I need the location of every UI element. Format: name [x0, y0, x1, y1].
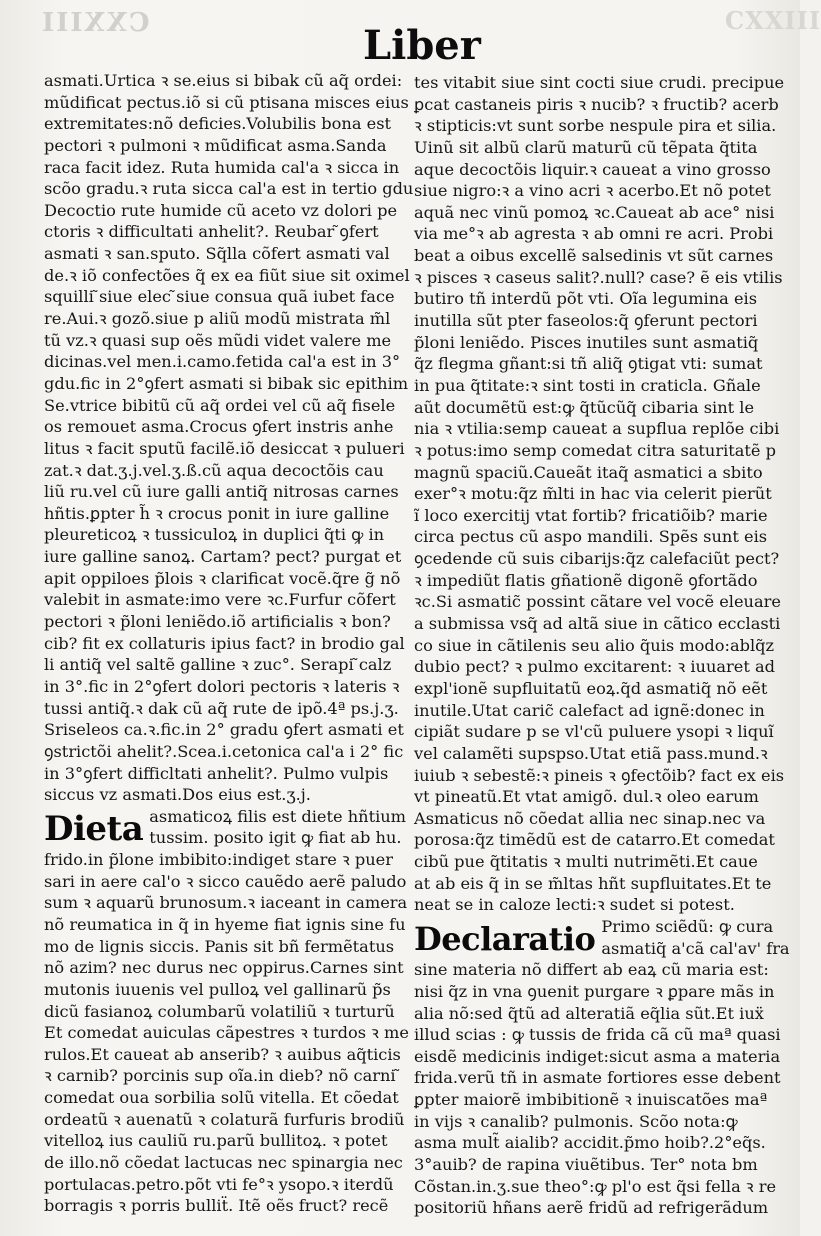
- text-line: ctoris ꝛ difficultati anhelit?. Reubar ̃ꝯfert: [44, 222, 379, 242]
- text-line: aũt documẽtũ est:ꝙ q̃tũcũq̃ cibaria sint le: [414, 397, 755, 417]
- dieta-heading-line: [44, 806, 406, 849]
- text-line: Et comedat auiculas cãpestres ꝛ turdos ꝛ me: [44, 1023, 409, 1043]
- running-title: Liber: [363, 22, 481, 69]
- text-line: pectori ꝛ p̃loni leniẽdo.iõ artificialis ꝛ bon?: [44, 612, 391, 632]
- text-line: tussi antiq̃.ꝛ dak cũ aq̃ rute de ipõ.4ª ps.j.ʒ.: [44, 698, 399, 718]
- text-line: cib? fit ex collaturis ipius fact? in brodio gal: [44, 633, 405, 653]
- declaratio-heading-rest-2: asmatiq̃ a'cã cal'av' fra: [601, 938, 790, 958]
- text-line: tũ vz.ꝛ quasi sup oẽs mũdi videt valere me: [44, 330, 392, 350]
- bleed-through-folio-right: CXXIII: [725, 6, 821, 35]
- text-line: sari in aere cal'o ꝛ sicco cauẽdo aerẽ paludo: [44, 871, 407, 891]
- text-line: siue nigro:ꝛ a vino acri ꝛ acerbo.Et nõ potet: [414, 181, 771, 201]
- text-line: ꝛ pisces ꝛ caseus salit?.null? case? ẽ eis vtilis: [414, 267, 783, 287]
- text-line: porosa:q̃z timẽdũ est de catarro.Et comedat: [414, 830, 775, 850]
- text-line: ꝯstrictõi ahelit?.Scea.i.cetonica cal'a i 2° fic: [44, 741, 404, 761]
- text-line: sum ꝛ aquarũ brunosum.ꝛ iaceant in camera: [44, 893, 408, 913]
- text-line: mo de lignis siccis. Panis sit bñ fermẽtatus: [44, 936, 395, 956]
- text-line: borragis ꝛ porris bulliẗ. Itẽ oẽs fruct? recẽ: [44, 1196, 389, 1216]
- text-line: cibũ pue q̃titatis ꝛ multi nutrimẽti.Et caue: [414, 852, 758, 872]
- text-line: Se.vtrice bibitũ cũ aq̃ ordei vel cũ aq̃ fisele: [44, 395, 396, 415]
- text-line: at ab eis q̃ in se m̃ltas hñt supfluitates.Et te: [414, 873, 772, 893]
- text-line: p̃loni leniẽdo. Pisces inutiles sunt asmatiq̃: [414, 332, 759, 352]
- text-line: ordeatũ ꝛ auenatũ ꝛ colaturã furfuris brodiũ: [44, 1109, 405, 1129]
- text-line: Cõstan.in.ʒ.sue theo°:ꝙ pl'o est q̃si fella ꝛ re: [414, 1176, 777, 1196]
- text-line: re.Aui.ꝛ gozõ.siue p aliũ modũ mistrata m̃l: [44, 309, 391, 329]
- text-line: circa pectus cũ aspo mandili. Spẽs sunt eis: [414, 527, 768, 547]
- text-line: tes vitabit siue sint cocti siue crudi. precipue: [414, 73, 785, 92]
- text-line: nia ꝛ vtilia:semp caueat a supflua replõe cibi: [414, 419, 780, 439]
- text-line: squilli ̃siue elec ̃siue consua quã iubet face: [44, 287, 395, 307]
- text-line: sine materia nõ differt ab eaꝝ cũ maria est:: [414, 960, 769, 980]
- section-heading-dieta: Dieta: [44, 808, 144, 849]
- text-line: 3°auib? de rapina viuẽtibus. Ter° nota bm: [414, 1155, 758, 1175]
- dieta-heading-rest-1: asmaticoꝝ filis est diete hñtium: [149, 806, 407, 826]
- dieta-heading-rest-2: tussim. posito igit ꝙ fiat ab hu.: [149, 828, 402, 848]
- text-line: apit oppiloes p̃lois ꝛ clarificat vocẽ.q̃re g̃ nõ: [44, 568, 401, 588]
- text-line: butiro tñ interdũ põt vti. Oĩa legumina eis: [414, 289, 758, 309]
- text-line: dicũ fasianoꝝ columbarũ volatiliũ ꝛ turturũ: [44, 1001, 395, 1021]
- text-line: inutile.Utat caric̃ calefact ad ignẽ:donec in: [414, 700, 765, 720]
- text-line: gdu.fic in 2°ꝯfert asmati si bibak sic epithim: [44, 373, 409, 393]
- text-line: ꝑcat castaneis piris ꝛ nucib? ꝛ fructib? acerb: [414, 94, 779, 114]
- text-line: pectori ꝛ pulmoni ꝛ mũdificat asma.Sanda: [44, 135, 387, 155]
- text-line: siccus vz asmati.Dos eius est.ʒ.j.: [44, 785, 311, 805]
- text-line: asmati.Urtica ꝛ se.eius si bibak cũ aq̃ ordei:: [44, 71, 403, 90]
- text-line: expl'ionẽ supfluitatũ eoꝝ.q̃d asmatiq̃ nõ eẽt: [414, 678, 768, 698]
- text-line: iure galline sanoꝝ. Cartam? pect? purgat et: [44, 547, 402, 567]
- text-line: inutilla sũt pter faseolos:q̃ ꝯferunt pectori: [414, 311, 758, 331]
- text-line: ꝛ carnib? porcinis sup oĩa.in dieb? nõ carni ̃: [44, 1066, 401, 1086]
- declaratio-heading-rest-1: Primo sciẽdũ: ꝙ cura: [601, 916, 774, 936]
- text-line: de illo.nõ cõedat lactucas nec spinargia nec: [44, 1153, 403, 1173]
- text-line: beat a oibus excellẽ salsedinis vt sũt carnes: [414, 246, 774, 266]
- text-line: rulos.Et caueat ab anserib? ꝛ auibus aq̃ticis: [44, 1044, 401, 1064]
- text-line: raca facit idez. Ruta humida cal'a ꝛ sicca in: [44, 157, 400, 177]
- text-line: Sriseleos ca.ꝛ.fic.in 2° gradu ꝯfert asmati et: [44, 720, 404, 740]
- text-line: ꝛ potus:imo semp comedat citra saturitatẽ p: [414, 440, 777, 460]
- text-line: frida.verũ tñ in asmate fortiores esse debent: [414, 1068, 781, 1088]
- text-line: in pua q̃titate:ꝛ sint tosti in craticla. Gñale: [414, 375, 761, 395]
- text-line: dicinas.vel men.i.camo.fetida cal'a est in 3°: [44, 352, 401, 372]
- text-line: Asmaticus nõ cõedat allia nec sinap.nec va: [414, 808, 766, 828]
- right-column-text-a: [414, 72, 785, 916]
- text-line: positoriũ hñans aerẽ fridũ ad refrigerãdum: [414, 1198, 769, 1218]
- text-line: ꝛ stipticis:vt sunt sorbe nespule pira et silia.: [414, 116, 777, 136]
- section-heading-declaratio: Declaratio: [414, 919, 596, 958]
- text-line: comedat oua sorbilia solũ vitella. Et cõedat: [44, 1088, 399, 1108]
- text-line: ĩ loco exercitij vtat fortib? fricatiõib? marie: [414, 505, 768, 525]
- text-line: li antiq̃ vel saltẽ galline ꝛ zuc°. Serapi ̃calz: [44, 655, 392, 675]
- left-column-text-b: [44, 849, 409, 1217]
- text-line: aque decoctõis liquir.ꝛ caueat a vino grosso: [414, 159, 771, 179]
- text-line: in vijs ꝛ canalib? pulmonis. Scõo nota:ꝙ: [414, 1111, 738, 1131]
- text-line: nisi q̃z in vna ꝯuenit purgare ꝛ ꝑpare mãs in: [414, 981, 775, 1001]
- bleed-through-folio: CXXIII: [40, 8, 150, 38]
- text-line: q̃z flegma gñant:si tñ aliq̃ ꝯtigat vti: sumat: [414, 354, 763, 374]
- text-line: valebit in asmate:imo vere ꝛc.Furfur cõfert: [44, 590, 396, 610]
- text-line: illud scias : ꝙ tussis de frida cã cũ maª quasi: [414, 1025, 781, 1045]
- text-line: cipiãt sudare p se vl'cũ puluere ysopi ꝛ liquĩ: [414, 722, 774, 742]
- text-line: scõo gradu.ꝛ ruta sicca cal'a est in tertio gdu: [44, 179, 414, 199]
- text-line: a submissa vsq̃ ad altã siue in cãtico ecclasti: [414, 614, 781, 634]
- text-line: ꝯcedende cũ suis cibarijs:q̃z calefaciũt pect?: [414, 549, 780, 569]
- text-line: alia nõ:sed q̃tũ ad alteratiã eq̃lia sũt.Et iuẍ: [414, 1003, 764, 1023]
- text-line: nõ reumatica in q̃ in hyeme fiat ignis sine fu: [44, 915, 406, 934]
- text-line: de.ꝛ iõ confectões q̃ ex ea fiũt siue sit oximel: [44, 265, 410, 285]
- text-line: eisdẽ medicinis indiget:sicut asma a materia: [414, 1046, 781, 1066]
- text-line: pleureticoꝝ ꝛ tussiculoꝝ in duplici q̃ti ꝙ in: [44, 525, 385, 545]
- text-line: Uinũ sit albũ clarũ maturũ cũ tẽpata q̃tita: [414, 137, 758, 157]
- text-line: mutonis iuuenis vel pulloꝝ vel gallinarũ p̃s: [44, 979, 391, 999]
- text-line: ꝛ impediũt flatis gñationẽ digonẽ ꝯfortãdo: [414, 570, 758, 590]
- text-line: os remouet asma.Crocus ꝯfert instris anhe: [44, 417, 394, 437]
- text-line: vel calamẽti supspso.Utat etiã pass.mund.ꝛ: [414, 743, 768, 763]
- left-column-text-a: [44, 70, 414, 806]
- text-line: vitelloꝝ ius cauliũ ru.parũ bullitoꝝ. ꝛ potet: [44, 1131, 388, 1151]
- text-line: hñtis.ꝑpter h̃ ꝛ crocus ponit in iure galline: [44, 503, 390, 523]
- text-line: dubio pect? ꝛ pulmo excitarent: ꝛ iuuaret ad: [414, 657, 776, 677]
- right-column-text-b: [414, 959, 781, 1219]
- text-line: via me°ꝛ ab agresta ꝛ ab omni re acri. Probi: [414, 224, 774, 244]
- text-line: asma mult̃ aialib? accidit.p̃mo hoib?.2°eq̃s.: [414, 1133, 766, 1153]
- left-column: [44, 70, 414, 1217]
- text-line: litus ꝛ facit sputũ facilẽ.iõ desiccat ꝛ pulueri: [44, 438, 405, 458]
- text-line: vt pineatũ.Et vtat amigõ. dul.ꝛ oleo earum: [414, 787, 759, 807]
- text-line: asmati ꝛ san.sputo. Sq̃lla cõfert asmati val: [44, 244, 390, 264]
- text-line: liũ ru.vel cũ iure galli antiq̃ nitrosas carnes: [44, 482, 399, 502]
- text-line: ꝛc.Si asmatic̃ possint cãtare vel vocẽ eleuare: [414, 592, 781, 612]
- text-line: ꝑpter maiorẽ imbibitionẽ ꝛ inuiscatões maª: [414, 1090, 768, 1110]
- text-line: exer°ꝛ motu:q̃z m̃lti in hac via celerit pierũt: [414, 484, 772, 504]
- text-line: in 3°.fic in 2°ꝯfert dolori pectoris ꝛ lateris ꝛ: [44, 676, 400, 696]
- text-line: in 3°ꝯfert difficltati anhelit?. Pulmo vulpis: [44, 763, 389, 783]
- text-line: portulacas.petro.põt vti fe°ꝛ ysopo.ꝛ iterdũ: [44, 1174, 394, 1194]
- text-line: extremitates:nõ deficies.Volubilis bona est: [44, 114, 392, 134]
- text-line: mũdificat pectus.iõ si cũ ptisana misces eius: [44, 92, 409, 112]
- text-line: frido.in p̃lone imbibito:indiget stare ꝛ puer: [44, 850, 393, 870]
- text-line: nõ azim? nec durus nec oppirus.Carnes sint: [44, 958, 404, 978]
- text-line: neat se in caloze lecti:ꝛ sudet si potest.: [414, 895, 735, 915]
- text-line: Decoctio rute humide cũ aceto vz dolori pe: [44, 200, 398, 220]
- right-column: [414, 72, 790, 1219]
- text-line: iuiub ꝛ sebestẽ:ꝛ pineis ꝛ ꝯfectõib? fact ex eis: [414, 765, 785, 785]
- declaratio-heading-line: [414, 916, 790, 959]
- text-line: zat.ꝛ dat.ʒ.j.vel.ʒ.ß.cũ aqua decoctõis cau: [44, 460, 384, 480]
- text-line: co siue in cãtilenis seu alio q̃uis modo:ablq̃z: [414, 635, 775, 655]
- text-line: magnũ spaciũ.Caueãt itaq̃ asmatici a sbito: [414, 462, 763, 482]
- text-line: aquã nec vinũ pomoꝝ ꝛc.Caueat ab ace° nisi: [414, 202, 775, 222]
